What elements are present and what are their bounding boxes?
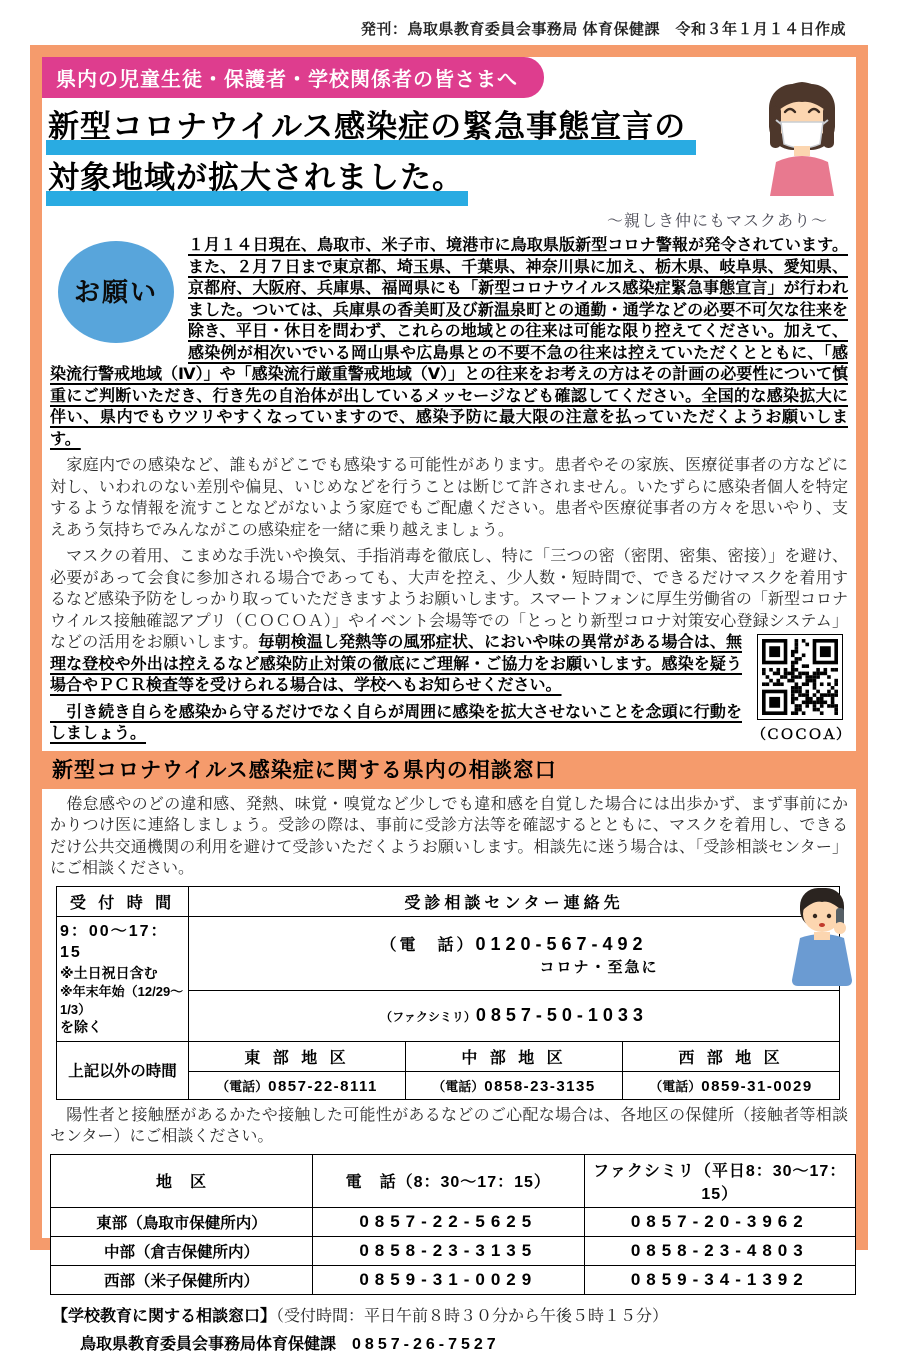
table-row: 中部（倉吉保健所内） 0858-23-3135 0858-23-4803 [51,1236,856,1265]
center-phone-cell: （電 話）0120-567-492 コロナ・至急に [189,916,840,990]
orange-frame [30,45,868,1353]
mask-tagline: ～親しき仲にもマスクあり～ [606,213,828,231]
district-tel-east: （電話）0857-22-8111 [189,1071,406,1099]
reception-hours-table [56,886,840,1100]
paragraph-alert: １月１４日現在、鳥取市、米子市、境港市に鳥取県版新型コロナ警報が発令されています。また、２月７日まで東京都、埼玉県、千葉県、神奈川県に加え、栃木県、岐阜県、愛知県、京都府、大阪府、兵庫県、福岡県にも「新型コロナウイルス感染症緊急事態宣言」が行われました。ついては、兵庫県の香美町及び新温泉町との通勤・通学などの必要不可欠な往来を除き、平日・休日を問わず、これらの地域との往来は可能な限り控えてください。加えて、感染例が相次いでいる岡山県や広島県との不要不急の往来は控えていただくとともに、「感染流行警戒地域（Ⅳ）」や「感染流行厳重警戒地域（Ⅴ）」との往来をお考えの方はその計画の必要性について慎重にご判断いただき、行き先の自治体が出しているメッセージなども確認してください。全国的な感染拡大に伴い、県内でもウツリやすくなっていますので、感染予防に最大限の注意を払っていただくようお願いします。 [50,237,848,448]
district-tel-west: （電話）0859-31-0029 [623,1071,840,1099]
health-center-table [50,1154,856,1295]
other-hours-cell: 上記以外の時間 [57,1041,189,1099]
masked-girl-illustration [752,70,852,205]
district-header-west: 西 部 地 区 [623,1041,840,1071]
reception-table-wrap [42,886,856,1100]
paragraph-discrimination: 家庭内での感染など、誰もがどこでも感染する可能性があります。患者やその家族、医療従事者の方などに対し、いわれのない差別や偏見、いじめなどを行うことは断じて許されません。いたずらに感染者個人を特定するような情報を流すことなどがないよう家庭でもご配慮ください。患者や医療従事者の方々を思いやり、支えあう気持ちでみんながこの感染症を一緒に乗り越えましょう。 [50,457,848,539]
table-row: 東部（鳥取市保健所内） 0857-22-5625 0857-20-3962 [51,1207,856,1236]
footer-contact-line: 鳥取県教育委員会事務局体育保健課 0857-26-7527 [80,1335,500,1353]
col-header-hours: 受 付 時 間 [57,886,189,916]
main-text-block [42,231,856,745]
school-contact-footer [42,1295,856,1354]
paragraph-prevention-bold: 毎朝検温し発熱等の風邪症状、においや味の異常がある場合は、無理な登校や外出は控えるなど感染防止対策の徹底にご理解・ご協力をお願いします。感染を疑う場合やＰＣＲ検査等を受けられる場合は、学校へもお知らせください。 [50,634,742,695]
hours-cell: 9：00～17：15 ※土日祝日含む ※年末年始（12/29～1/3） を除く [57,916,189,1041]
table-row: 西部（米子保健所内） 0859-31-0029 0859-34-1392 [51,1265,856,1294]
t2-header-tel: 電 話（8：30～17：15） [313,1154,585,1207]
consultation-intro: 倦怠感やのどの違和感、発熱、味覚・嗅覚など少しでも違和感を自覚した場合には出歩かず、まず事前にかかりつけ医に連絡しましょう。受診の際は、事前に受診方法等を確認するとともに、マスクを着用し、できるだけ公共交通機関の利用を避けて受診いただくようお願いします。相談先に迷う場合は、「受診相談センター」にご相談ください。 [50,795,848,878]
t2-header-district: 地 区 [51,1154,313,1207]
center-fax-number: 0857-50-1033 [475,1005,648,1026]
district-header-east: 東 部 地 区 [189,1041,406,1071]
footer-bracket-label: 【学校教育に関する相談窓口】 [52,1307,277,1325]
qr-caption: （ＣＯＣＯＡ） [752,725,850,742]
publisher-line: 発刊：鳥取県教育委員会事務局 体育保健課 令和３年１月１４日作成 [360,21,846,38]
footer-hours: （受付時間：平日午前８時３０分から午後５時１５分） [276,1307,669,1325]
page-title [48,108,856,196]
col-header-center: 受診相談センター連絡先 [189,886,840,916]
cocoa-qr-block [752,634,848,745]
title-line-1: 新型コロナウイルス感染症の緊急事態宣言の [48,109,687,144]
contact-note: 陽性者と接触歴があるかたや接触した可能性があるなどのご心配な場合は、各地区の保健所（接触者等相談センター）にご相談ください。 [50,1106,848,1146]
title-line-2: 対象地域が拡大されました。 [48,160,464,196]
paragraph-prevention-normal: マスクの着用、こまめな手洗いや換気、手指消毒を徹底し、特に「三つの密（密閉、密集、密接）」を避け、必要があって会食に参加される場合であっても、大声を控え、少人数・短時間で、できるだけマスクを着用するなど感染予防をしっかり取っていただきますようお願いします。スマートフォンに厚生労働省の「新型コロナウイルス接触確認アプリ（ＣＯＣＯＡ）」やイベント会場等での「とっとり新型コロナ対策安心登録システム」などの活用をお願いします。 [50,548,848,652]
audience-banner: 県内の児童生徒・保護者・学校関係者の皆さまへ [42,57,544,98]
request-badge: お願い [58,241,174,343]
phone-boy-illustration [786,880,858,1035]
paragraph-closing: 引き続き自らを感染から守るだけでなく自らが周囲に感染を拡大させないことを念頭に行動をしましょう。 [50,703,742,743]
district-tel-central: （電話）0858-23-3135 [406,1071,623,1099]
consultation-section-header: 新型コロナウイルス感染症に関する県内の相談窓口 [42,751,856,789]
center-phone-number: 0120-567-492 [475,933,648,954]
phone-mnemonic: コロナ・至急に [539,958,659,976]
district-header-central: 中 部 地 区 [406,1041,623,1071]
footer-phone-number: 0857-26-7527 [352,1335,500,1353]
qr-code [757,634,843,720]
t2-header-fax: ファクシミリ（平日8：30～17：15） [584,1154,856,1207]
center-fax-cell: （ファクシミリ）0857-50-1033 [189,990,840,1041]
